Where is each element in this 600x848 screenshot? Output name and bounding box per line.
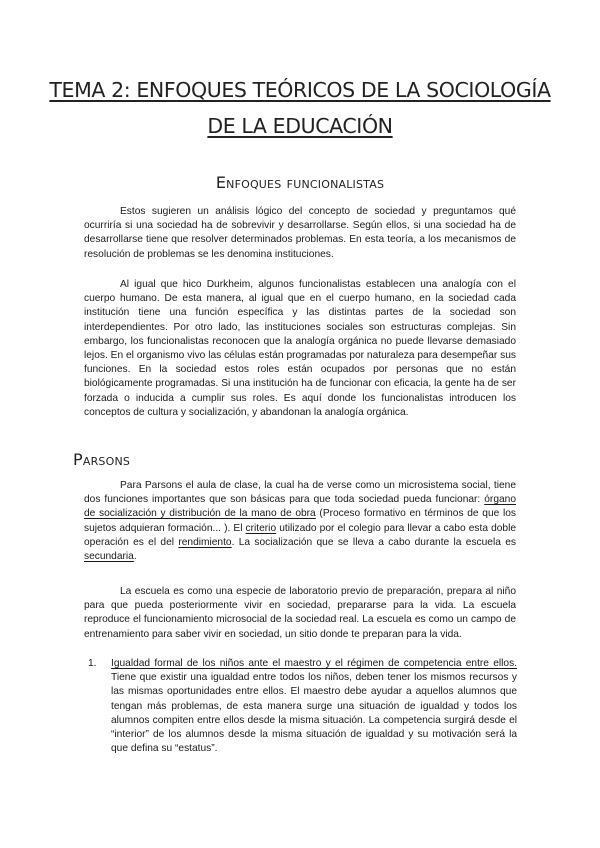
parsons-text: . (133, 551, 137, 563)
section-heading-parsons: Parsons (73, 450, 131, 469)
section-heading-enfoques-funcionalistas: Enfoques funcionalistas (215, 173, 385, 192)
funcionalistas-paragraph-1: Estos sugieren un análisis lógico del concepto de sociedad y preguntamos qué ocurriría si una sociedad ha de sobrevivir y desarrollarse. Según ellos, si una sociedad ha de desarrollarse tiene que resolver determinados problemas. En esta teoría, a los mecanismos de resolución de problemas se les denomina instituciones. (84, 206, 516, 260)
parsons-paragraph-2: La escuela es como una especie de laboratorio previo de preparación, prepara al niño para que pueda posteriormente vivir en sociedad, prepararse para la vida. La escuela reproduce el funcionamiento microsocial de la sociedad real. La escuela es como un campo de entrenamiento para saber vivir en sociedad, un sitio donde te preparan para la vida. (84, 586, 516, 640)
underlined-term: secundaria (84, 551, 134, 563)
parsons-text: utilizado por el colegio para llevar a cabo esta doble operación es el del (84, 522, 517, 548)
parsons-paragraph-1 (84, 479, 516, 564)
list-item-number: 1. (88, 658, 97, 669)
underlined-term: criterio (245, 522, 277, 534)
document-title-line-1: TEMA 2: ENFOQUES TEÓRICOS DE LA SOCIOLOGÍA (49, 78, 551, 102)
underlined-term: órgano de socialización y distribución de la mano de obra (84, 494, 516, 520)
list-item-text: Tiene que existir una igualdad entre todos los niños, deben tener los mismos recursos y las mismas oportunidades entre ellos. El maestro debe ayudar a aquellos alumnos que tengan más problemas, de esta manera surge una situación de igualdad y todos los alumnos compiten entre ellos desde la misma situación. La competencia surgirá desde el “interior” de los alumnos desde la misma situación de igualdad y su motivación será la que defina su “estatus”. (111, 672, 517, 755)
list-item (111, 657, 517, 756)
parsons-text: Para Parsons el aula de clase, la cual ha de verse como un microsistema social, tiene dos funciones importantes que son básicas para que toda sociedad pueda funcionar: (84, 480, 516, 506)
document-title-line-2: DE LA EDUCACIÓN (207, 114, 393, 138)
list-item-underlined-title: Igualdad formal de los niños ante el maestro y el régimen de competencia entre ellos. (111, 658, 517, 669)
underlined-term: rendimiento (178, 536, 232, 548)
parsons-text: . La socialización que se lleva a cabo durante la escuela es (231, 536, 516, 548)
funcionalistas-paragraph-2: Al igual que hico Durkheim, algunos funcionalistas establecen una analogía con el cuerpo humano. De esta manera, al igual que en el cuerpo humano, en la sociedad cada institución tiene una función específica y las distintas partes de la sociedad son interdependientes. Por otro lado, las instituciones sociales son estructuras complejas. Sin embargo, los funcionalistas reconocen que la analogía orgánica no puede llevarse demasiado lejos. En el organismo vivo las células están programadas por naturaleza para desempeñar sus funciones. En la sociedad estos roles están ocupados por personas que no están biológicamente programadas. Si una institución ha de funcionar con eficacia, la gente ha de ser forzada o inducida a cumplir sus roles. Es aquí donde los funcionalistas introducen los conceptos de cultura y socialización, y abandonan la analogía orgánica. (84, 279, 516, 418)
parsons-text: (Proceso formativo en términos de que los sujetos adquieran formación... ). El (84, 508, 516, 534)
